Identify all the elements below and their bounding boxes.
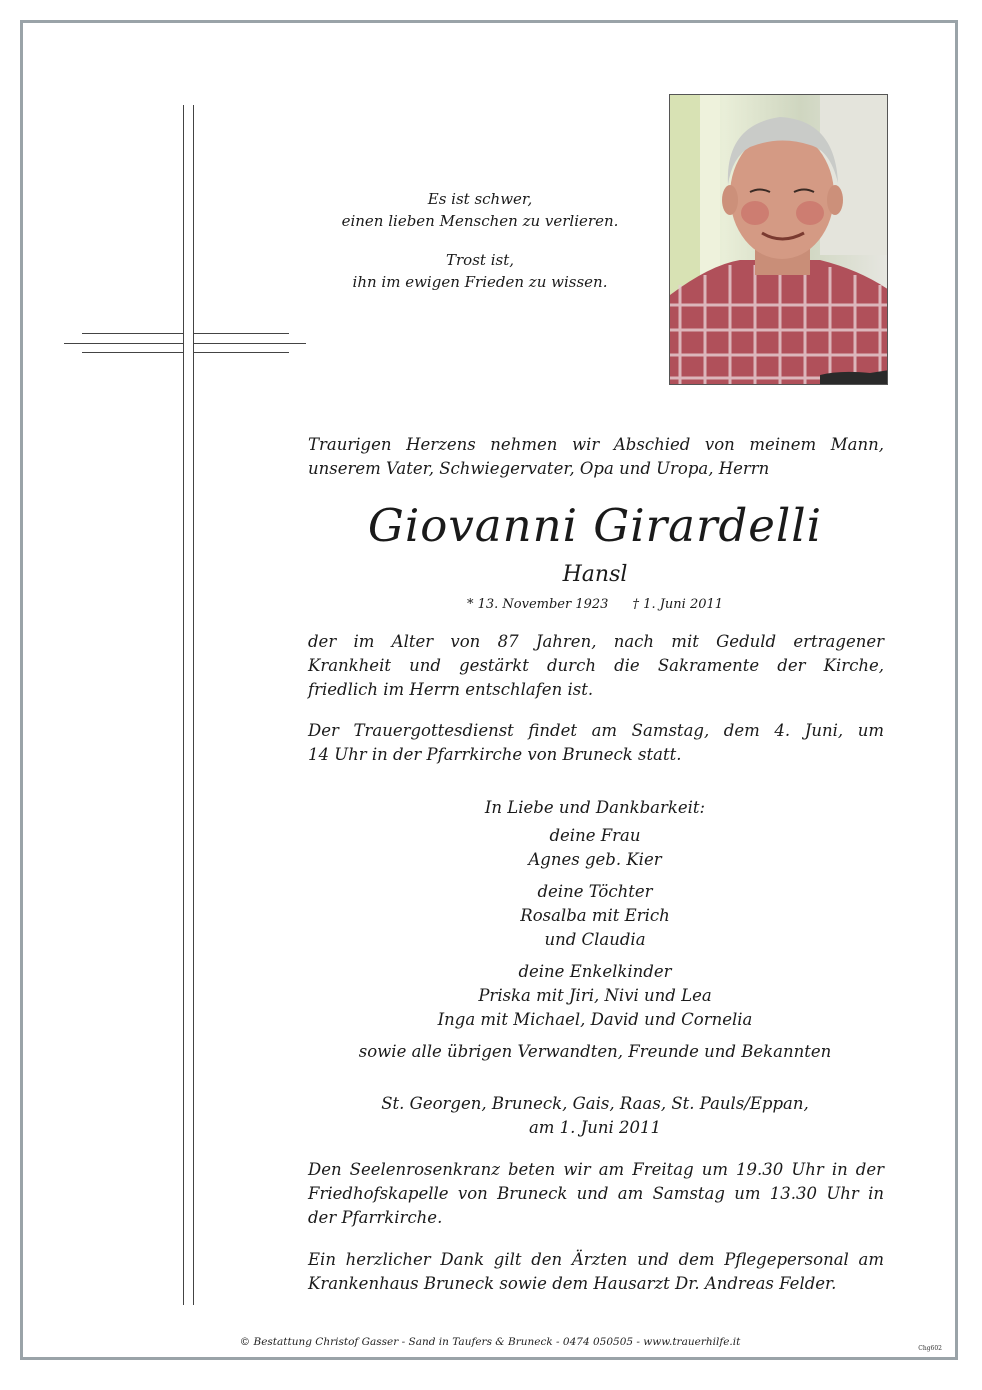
rosary-line: der Pfarrkirche.: [308, 1208, 443, 1227]
mourners-list: [300, 796, 890, 1064]
portrait-photo: [669, 94, 888, 385]
service-paragraph: [308, 719, 884, 767]
quote-line: ihn im ewigen Frieden zu wissen.: [352, 273, 608, 291]
rosary-paragraph: [308, 1158, 884, 1230]
date-line: am 1. Juni 2011: [528, 1118, 662, 1137]
memorial-quote: [300, 188, 660, 293]
template-code: Chg602: [918, 1345, 942, 1352]
thanks-paragraph: [308, 1248, 884, 1296]
rosary-line: Den Seelenrosenkranz beten wir am Freitag um 19.30 Uhr in der: [308, 1160, 884, 1179]
place-date: [300, 1092, 890, 1140]
quote-line: einen lieben Menschen zu verlieren.: [341, 212, 619, 230]
service-line: Der Trauergottesdienst findet am Samstag, dem 4. Juni, um: [308, 721, 884, 740]
death-date: † 1. Juni 2011: [632, 597, 724, 612]
mourner-line: deine Enkelkinder: [518, 962, 672, 981]
intro-paragraph: [308, 433, 884, 481]
quote-line: Trost ist,: [446, 251, 514, 269]
deceased-name: Giovanni Girardelli: [367, 499, 823, 552]
thanks-line: Ein herzlicher Dank gilt den Ärzten und dem Pflegepersonal am: [308, 1250, 884, 1269]
life-dates: [300, 597, 890, 612]
mourner-line: Priska mit Jiri, Nivi und Lea: [478, 986, 712, 1005]
mourners-heading: In Liebe und Dankbarkeit:: [484, 798, 706, 817]
deceased-nickname: Hansl: [562, 562, 628, 587]
mourner-line: deine Töchter: [537, 882, 653, 901]
rosary-line: Friedhofskapelle von Bruneck und am Samstag um 13.30 Uhr in: [308, 1184, 884, 1203]
mourner-line: Rosalba mit Erich: [520, 906, 670, 925]
passing-line: Krankheit und gestärkt durch die Sakramente der Kirche,: [308, 656, 884, 675]
mourner-line: und Claudia: [544, 930, 646, 949]
mourner-line: deine Frau: [549, 826, 641, 845]
service-line: 14 Uhr in der Pfarrkirche von Bruneck statt.: [308, 745, 682, 764]
footer-credit: © Bestattung Christof Gasser - Sand in Taufers & Bruneck - 0474 050505 - www.trauerhilfe.it: [239, 1336, 741, 1348]
mourner-line: Agnes geb. Kier: [528, 850, 662, 869]
intro-line: unserem Vater, Schwiegervater, Opa und Uropa, Herrn: [308, 459, 770, 478]
intro-line: Traurigen Herzens nehmen wir Abschied von meinem Mann,: [308, 435, 884, 454]
thanks-line: Krankenhaus Bruneck sowie dem Hausarzt Dr. Andreas Felder.: [308, 1274, 837, 1293]
quote-line: Es ist schwer,: [427, 190, 533, 208]
birth-date: * 13. November 1923: [466, 597, 609, 612]
mourner-line: Inga mit Michael, David und Cornelia: [437, 1010, 753, 1029]
mourner-line: sowie alle übrigen Verwandten, Freunde und Bekannten: [358, 1042, 832, 1061]
passing-paragraph: [308, 630, 884, 702]
place-line: St. Georgen, Bruneck, Gais, Raas, St. Pauls/Eppan,: [381, 1094, 809, 1113]
passing-line: der im Alter von 87 Jahren, nach mit Geduld ertragener: [308, 632, 884, 651]
passing-line: friedlich im Herrn entschlafen ist.: [308, 680, 594, 699]
